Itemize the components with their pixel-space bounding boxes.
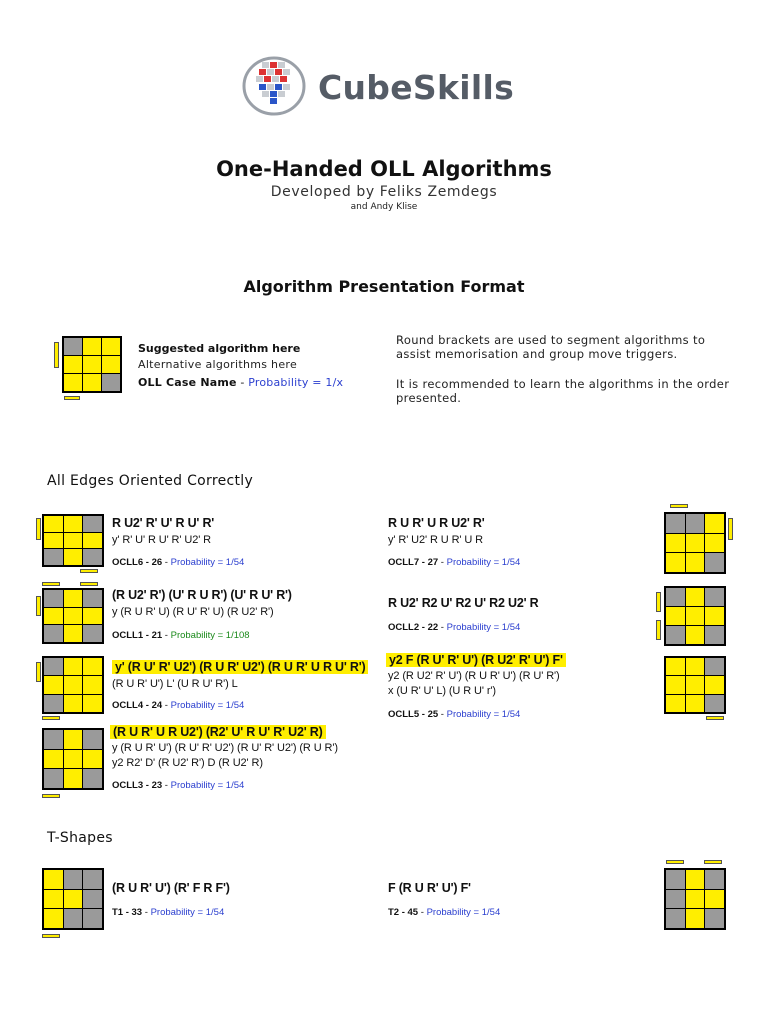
occl1-algorithm: (R U2' R') (U' R U R') (U' R U' R') — [112, 588, 292, 602]
occl4-sep: - — [162, 700, 171, 711]
occl5-alt-1: y2 (R U2' R' U') (R U R' U') (R U' R') — [388, 670, 560, 682]
page-title: One-Handed OLL Algorithms — [216, 157, 552, 181]
format-heading: Algorithm Presentation Format — [243, 277, 525, 296]
occl5-sep: - — [438, 709, 447, 720]
format-note-order: It is recommended to learn the algorithms in the order presented. — [396, 377, 730, 405]
occl5-alt-2: x (U R' U' L) (U R U' r') — [388, 685, 496, 697]
section-t-shapes-heading: T-Shapes — [47, 830, 113, 846]
t1-case — [112, 907, 224, 918]
occl1-case — [112, 630, 250, 641]
occl2-sep: - — [438, 622, 447, 633]
t2-algorithm: F (R U R' U') F' — [388, 881, 471, 895]
occl6-alt-1: y' R' U' R U' R' U2' R — [112, 534, 212, 546]
occl2-algorithm: R U2' R2 U' R2 U' R2 U2' R — [388, 596, 539, 610]
cubeskills-logo-icon — [240, 52, 314, 118]
occl7-sep: - — [438, 557, 447, 568]
occl2-cube — [656, 582, 732, 650]
occl6-prob: Probability = 1/54 — [170, 557, 245, 568]
occl6-cube — [36, 514, 108, 574]
format-example-cube — [52, 336, 132, 402]
format-alternative: Alternative algorithms here — [138, 358, 298, 371]
t1-cube — [36, 864, 108, 940]
occl5-algorithm — [386, 653, 566, 667]
occl7-alt-1: y' R' U2' R U R' U R — [388, 534, 484, 546]
t2-name: T2 - 45 — [388, 907, 419, 918]
format-case-sep: - — [236, 376, 249, 389]
occl6-case — [112, 557, 244, 568]
format-probability: Probability = 1/x — [248, 376, 344, 389]
occl6-sep: - — [162, 557, 171, 568]
occl3-alt-1: y (R U R' U') (R U' R' U2') (R U' R' U2') (R U R') — [112, 742, 338, 754]
developer-credit: Developed by Feliks Zemdegs — [270, 184, 498, 200]
format-case-label: OLL Case Name — [138, 376, 237, 389]
brand-name: CubeSkills — [318, 68, 515, 107]
co-author-credit: and Andy Klise — [350, 202, 418, 212]
occl6-algorithm: R U2' R' U' R U' R' — [112, 516, 215, 530]
occl6-name: OCLL6 - 26 — [112, 557, 163, 568]
t1-name: T1 - 33 — [112, 907, 143, 918]
format-suggested: Suggested algorithm here — [138, 342, 301, 355]
occl3-prob: Probability = 1/54 — [170, 780, 245, 791]
occl4-case — [112, 700, 244, 711]
occl4-alg-text: y' (R U' R' U2') (R U R' U2') (R U R' U R U' R') — [112, 660, 368, 674]
occl4-name: OCLL4 - 24 — [112, 700, 163, 711]
section-edges-heading: All Edges Oriented Correctly — [47, 473, 254, 489]
occl4-algorithm — [112, 660, 368, 674]
t2-cube — [656, 858, 732, 938]
t1-algorithm: (R U R' U') (R' F R F') — [112, 881, 230, 895]
t2-sep: - — [418, 907, 427, 918]
occl4-prob: Probability = 1/54 — [170, 700, 245, 711]
occl5-alg-text: y2 F (R U' R' U') (R U2' R' U') F' — [386, 653, 566, 667]
t1-prob: Probability = 1/54 — [150, 907, 225, 918]
occl7-cube — [662, 504, 734, 578]
occl5-prob: Probability = 1/54 — [446, 709, 521, 720]
occl7-case — [388, 557, 520, 568]
occl1-alt-1: y (R U R' U) (R U' R' U) (R U2' R') — [112, 606, 274, 618]
occl3-algorithm — [110, 725, 326, 739]
t2-prob: Probability = 1/54 — [426, 907, 501, 918]
occl7-name: OCLL7 - 27 — [388, 557, 439, 568]
occl3-name: OCLL3 - 23 — [112, 780, 163, 791]
occl2-case — [388, 622, 520, 633]
format-note-brackets: Round brackets are used to segment algorithms to assist memorisation and group move triggers. — [396, 333, 706, 361]
occl5-case — [388, 709, 520, 720]
occl3-alg-text: (R U R' U R U2') (R2' U' R U' R' U2' R) — [110, 725, 326, 739]
occl5-name: OCLL5 - 25 — [388, 709, 439, 720]
occl1-cube — [36, 582, 108, 650]
occl1-sep: - — [162, 630, 171, 641]
occl1-prob: Probability = 1/108 — [170, 630, 250, 641]
occl5-cube — [662, 654, 734, 722]
occl3-case — [112, 780, 244, 791]
format-case-line — [138, 376, 343, 389]
occl3-alt-2: y2 R2' D' (R U2' R') D (R U2' R) — [112, 757, 263, 769]
occl7-prob: Probability = 1/54 — [446, 557, 521, 568]
t1-sep: - — [142, 907, 151, 918]
occl2-name: OCLL2 - 22 — [388, 622, 439, 633]
t2-case — [388, 907, 500, 918]
occl1-name: OCLL1 - 21 — [112, 630, 163, 641]
occl4-cube — [36, 654, 108, 722]
occl3-sep: - — [162, 780, 171, 791]
occl4-alt-1: (R U R' U') L' (U R U' R') L — [112, 678, 238, 690]
occl2-prob: Probability = 1/54 — [446, 622, 521, 633]
occl3-cube — [36, 726, 108, 802]
occl7-algorithm: R U R' U R U2' R' — [388, 516, 485, 530]
